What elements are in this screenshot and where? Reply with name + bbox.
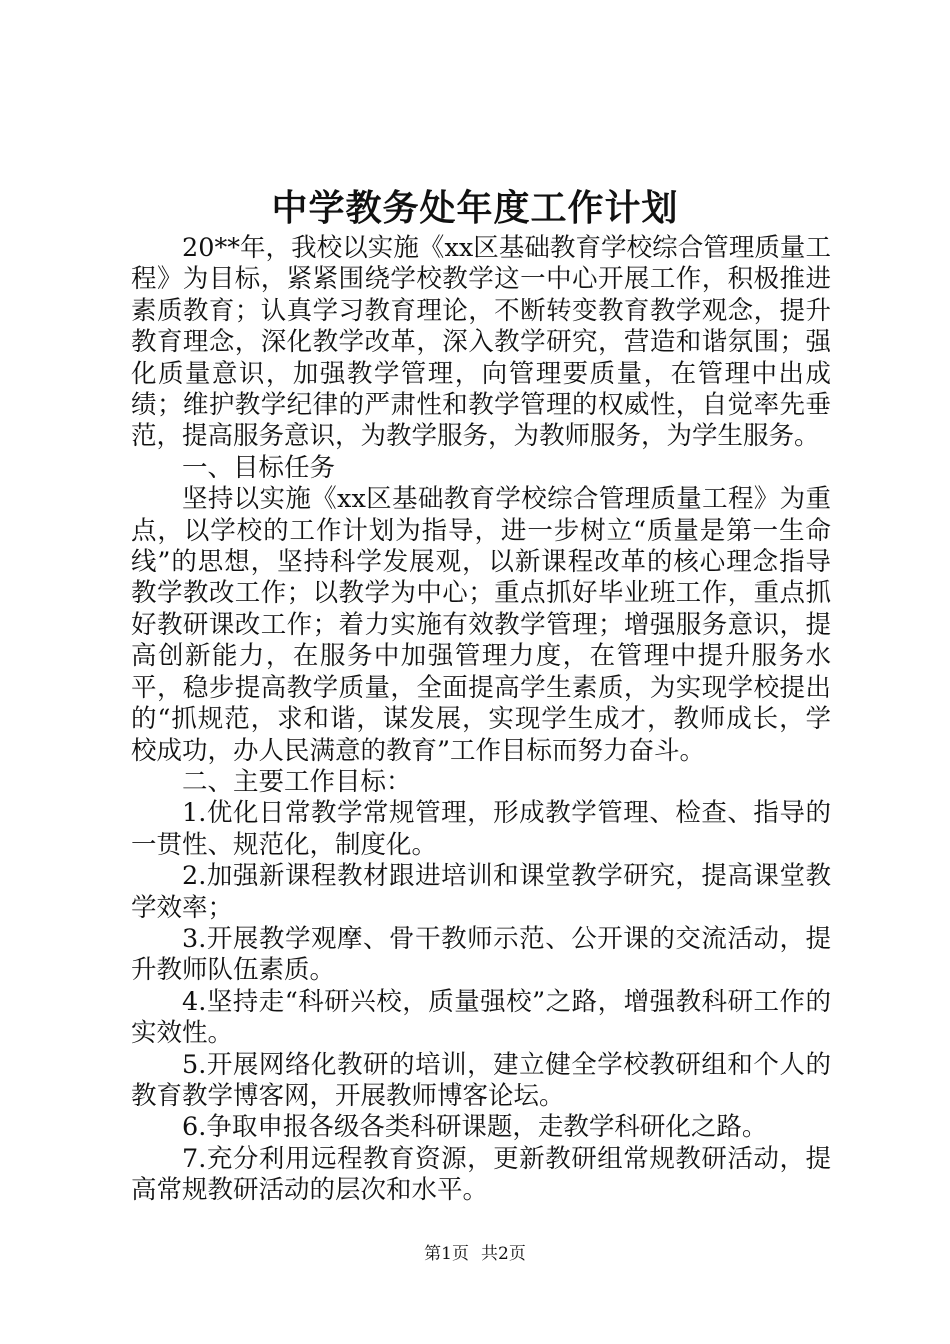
list-item-6: 6.争取申报各级各类科研课题，走教学科研化之路。 (182, 1112, 768, 1143)
list-item-3: 3.开展教学观摩、骨干教师示范、公开课的交流活动，提升教师队伍素质。 (131, 923, 831, 986)
paragraph-goals: 坚持以实施《xx区基础教育学校综合管理质量工程》为重点，以学校的工作计划为指导，进一步树立“质量是第一生命线”的思想，坚持科学发展观，以新课程改革的核心理念指导教学教改工作；以教学为中心；重点抓好毕业班工作，重点抓好教研课改工作；着力实施有效教学管理；增强服务意识，提高创新能力，在服务中加强管理力度，在管理中提升服务水平，稳步提高教学质量，全面提高学生素质，为实现学校提出的“抓规范，求和谐，谋发展，实现学生成才，教师成长，学校成功，办人民满意的教育”工作目标而努力奋斗。 (131, 484, 831, 766)
list-item-4: 4.坚持走“科研兴校，质量强校”之路，增强教科研工作的实效性。 (131, 986, 831, 1049)
page-total: 共2页 (481, 1244, 526, 1264)
section-heading-main-goals: 二、主要工作目标： (182, 766, 412, 797)
list-item-2: 2.加强新课程教材跟进培训和课堂教学研究，提高课堂教学效率； (131, 861, 831, 923)
page-footer (0, 1242, 950, 1266)
section-heading-goals: 一、目标任务 (182, 452, 336, 483)
list-item-5: 5.开展网络化教研的培训，建立健全学校教研组和个人的教育教学博客网，开展教师博客论坛。 (131, 1049, 831, 1111)
page-number: 第1页 (424, 1244, 469, 1264)
document-title: 中学教务处年度工作计划 (271, 187, 679, 229)
document-body (131, 233, 831, 1207)
list-item-7: 7.充分利用远程教育资源，更新教研组常规教研活动，提高常规教研活动的层次和水平。 (131, 1143, 831, 1206)
paragraph-intro: 20**年，我校以实施《xx区基础教育学校综合管理质量工程》为目标，紧紧围绕学校教学这一中心开展工作，积极推进素质教育；认真学习教育理论，不断转变教育教学观念，提升教育理念，深化教学改革，深入教学研究，营造和谐氛围；强化质量意识，加强教学管理，向管理要质量，在管理中出成绩；维护教学纪律的严肃性和教学管理的权威性，自觉率先垂范，提高服务意识，为教学服务，为教师服务，为学生服务。 (131, 233, 831, 452)
list-item-1: 1.优化日常教学常规管理，形成教学管理、检查、指导的一贯性、规范化，制度化。 (131, 798, 831, 860)
